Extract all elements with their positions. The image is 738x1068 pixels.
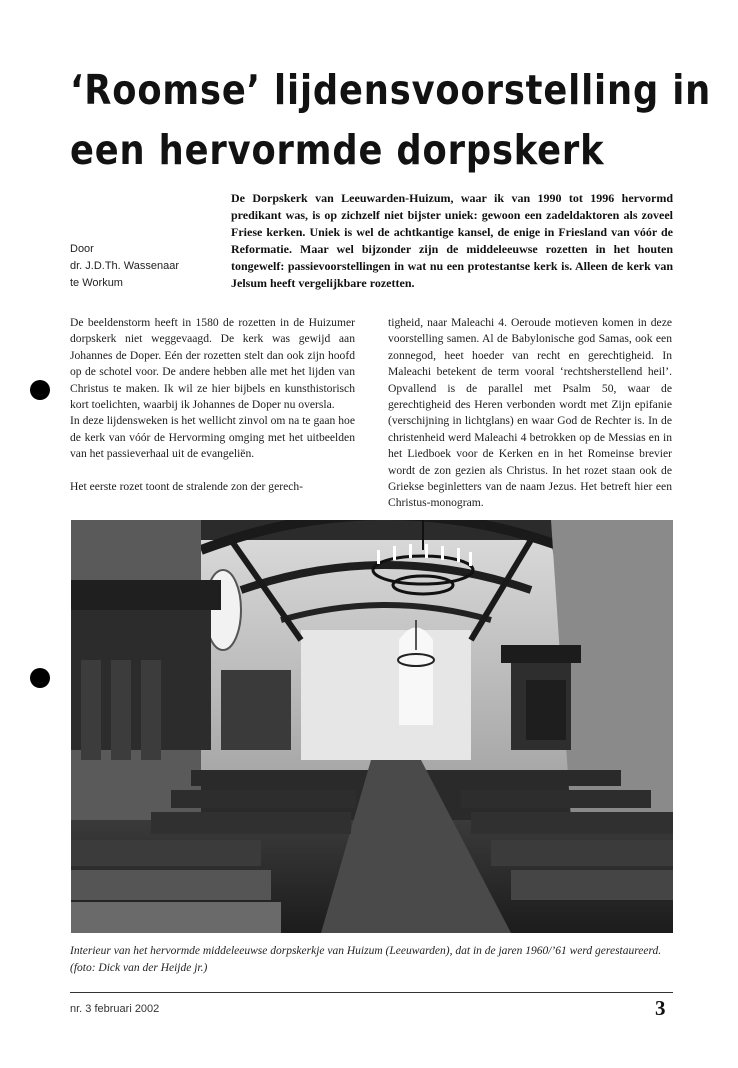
article-title-line-2: een hervormde dorpskerk — [70, 126, 605, 174]
page-number: 3 — [655, 996, 666, 1020]
byline-author: dr. J.D.Th. Wassenaar — [70, 260, 180, 272]
body-column-left — [70, 315, 355, 495]
photo-caption — [70, 943, 676, 977]
caption-text: Interieur van het hervormde middeleeuwse dorpskerkje van Huizum (Leeuwarden), dat in de jaren 1960/’61 werd gerestaureerd. — [70, 945, 662, 957]
punch-hole — [30, 380, 50, 400]
paragraph: tigheid, naar Maleachi 4. Oeroude motieven komen in deze voorstelling samen. Al de Babylonische god Samas, ook een zonnegod, heet hoeder van recht en gerechtigheid. In Maleachi betekent de term vooral ‘rechtsherstellend heil’. Opvallend is de parallel met Psalm 50, waar de gerechtigheid des Heren verbonden wordt met Zijn epifanie (verschijning in lichtglans) en waar God de Rechter is. In de christenheid werd Maleachi 4 betrokken op de Messias en in het Liedboek voor de Kerken en in het Romeinse brevier wordt de zon gezien als Christus. In het rozet staan ook de Griekse beginletters van de naam Jezus. Het betreft hier een Christus-monogram. — [388, 316, 672, 510]
punch-hole — [30, 668, 50, 688]
byline-prefix: Door — [70, 243, 94, 255]
paragraph: Het eerste rozet toont de stralende zon der gerech- — [70, 479, 304, 493]
church-interior-illustration — [71, 520, 673, 933]
paragraph: De beeldenstorm heeft in 1580 de rozetten in de Huizumer dorpskerk niet weggevaagd. De kerk was gewijd aan Johannes de Doper. Eén der rozetten stelt dan ook zijn hoofd op de schotel voor. De andere hebben alle met het lijden van Christus te maken. Ik wil ze hier bijbels en kunsthistorisch kort toelichten, waarbij ik Johannes de Doper nu oversla. — [70, 316, 355, 412]
photo-credit: (foto: Dick van der Heijde jr.) — [70, 962, 208, 974]
paragraph: In deze lijdensweken is het wellicht zinvol om na te gaan hoe de kerk van vóór de Hervorming omging met het uitbeelden van het passieverhaal uit de evangeliën. — [70, 414, 355, 461]
article-lead: De Dorpskerk van Leeuwarden-Huizum, waar ik van 1990 tot 1996 hervormd predikant was, is op zichzelf niet bijster uniek: gewoon een zadeldaktoren als zoveel Friese kerken. Uniek is wel de achtkantige kansel, de enige in Friesland van vóór de Reformatie. Maar wel bijzonder zijn de middeleeuwse rozetten in het houten tongewelf: passievoorstellingen in wat nu een protestantse kerk is. Alleen de kerk van Jelsum heeft vergelijkbare rozetten. — [231, 191, 673, 290]
byline-location: te Workum — [70, 277, 123, 289]
article-title — [70, 60, 712, 180]
body-column-right — [388, 315, 672, 512]
byline — [70, 241, 210, 292]
footer-divider — [70, 992, 673, 993]
issue-info: nr. 3 februari 2002 — [70, 1003, 160, 1015]
article-title-line-1: ‘Roomse’ lijdensvoorstelling in — [70, 66, 712, 114]
church-interior-photo — [71, 520, 673, 933]
